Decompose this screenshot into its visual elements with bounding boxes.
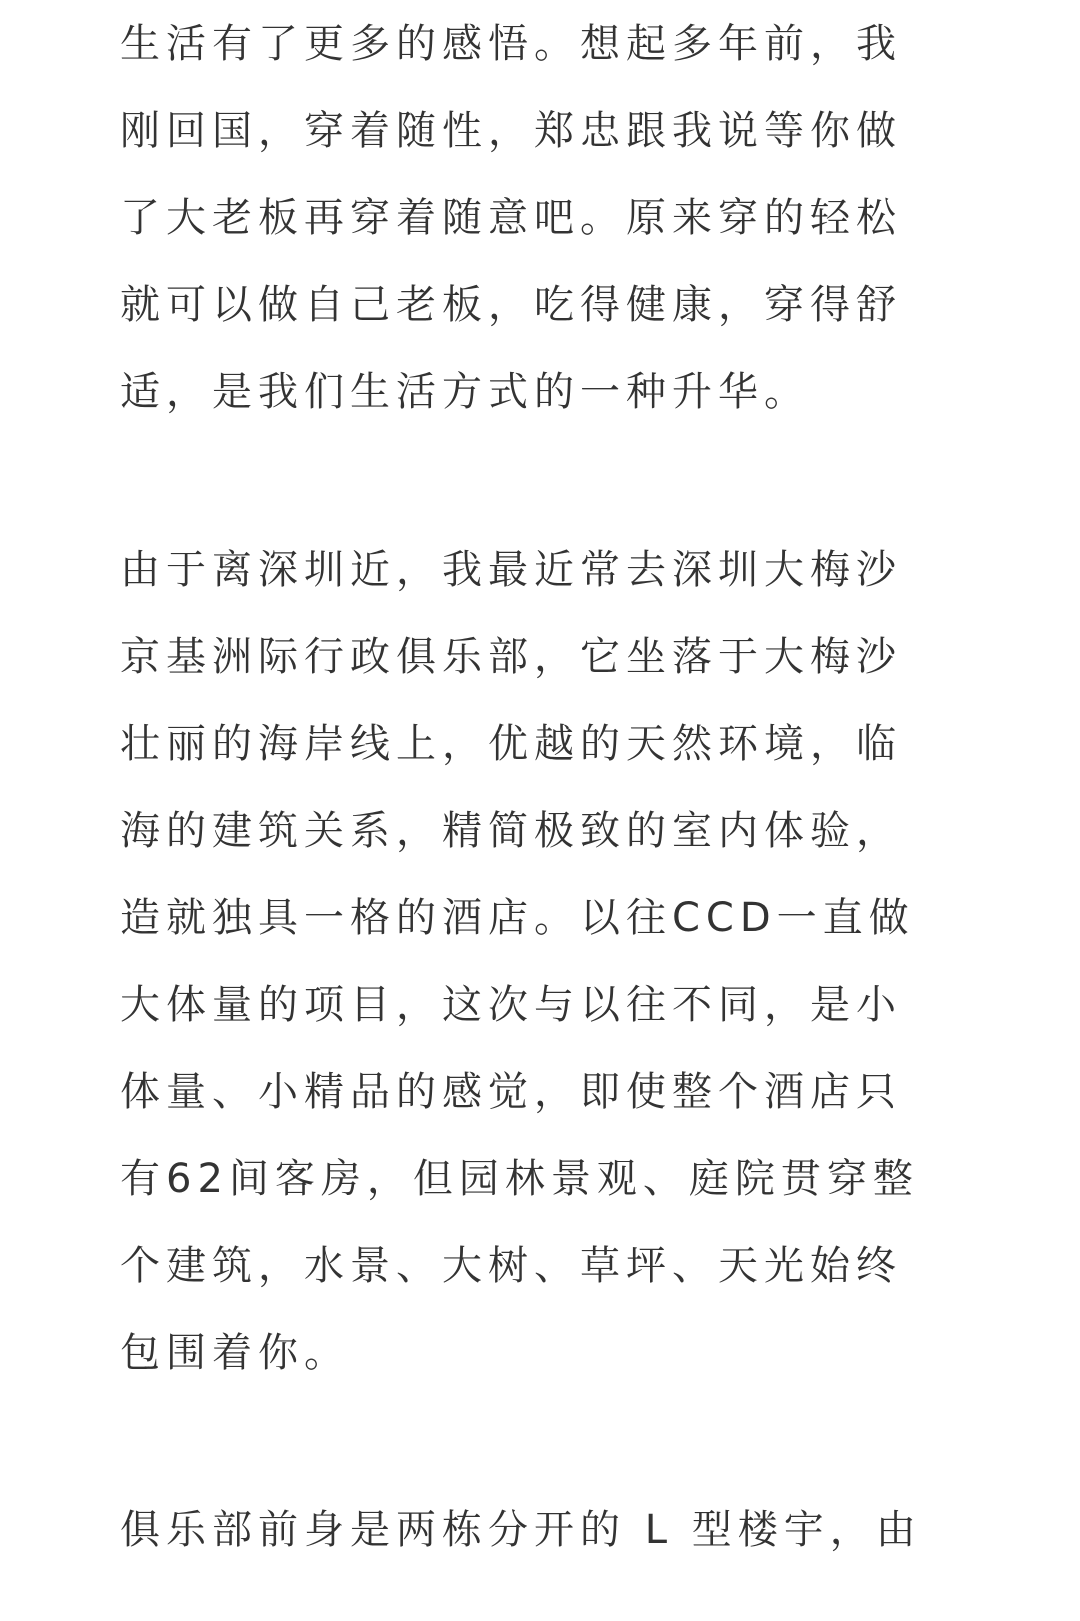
text-line: 京基洲际行政俱乐部，它坐落于大梅沙 [120,634,902,680]
text-line: 个建筑，水景、大树、草坪、天光始终 [120,1243,902,1289]
text-line: 海的建筑关系，精简极致的室内体验， [120,808,902,854]
text-line: 由于离深圳近，我最近常去深圳大梅沙 [120,547,902,593]
text-line: 了大老板再穿着随意吧。原来穿的轻松 [120,195,902,241]
text-line: 体量、小精品的感觉，即使整个酒店只 [120,1069,902,1115]
paragraph [120,1,902,436]
text-line: 刚回国，穿着随性，郑忠跟我说等你做 [120,108,902,154]
text-line: 包围着你。 [120,1330,350,1376]
text-line: 壮丽的海岸线上，优越的天然环境，临 [120,721,902,767]
text-line: 就可以做自己老板，吃得健康，穿得舒 [120,282,902,328]
text-line: 大体量的项目，这次与以往不同，是小 [120,982,902,1028]
text-line: 有62间客房，但园林景观、庭院贯穿整 [120,1156,919,1202]
text-line: 生活有了更多的感悟。想起多年前，我 [120,21,902,67]
text-line: 适，是我们生活方式的一种升华。 [120,369,810,415]
text-line: 俱乐部前身是两栋分开的 L 型楼宇，由 [120,1507,922,1553]
paragraph [120,1487,922,1574]
text-line: 造就独具一格的酒店。以往CCD一直做 [120,895,915,941]
paragraph [120,527,919,1397]
